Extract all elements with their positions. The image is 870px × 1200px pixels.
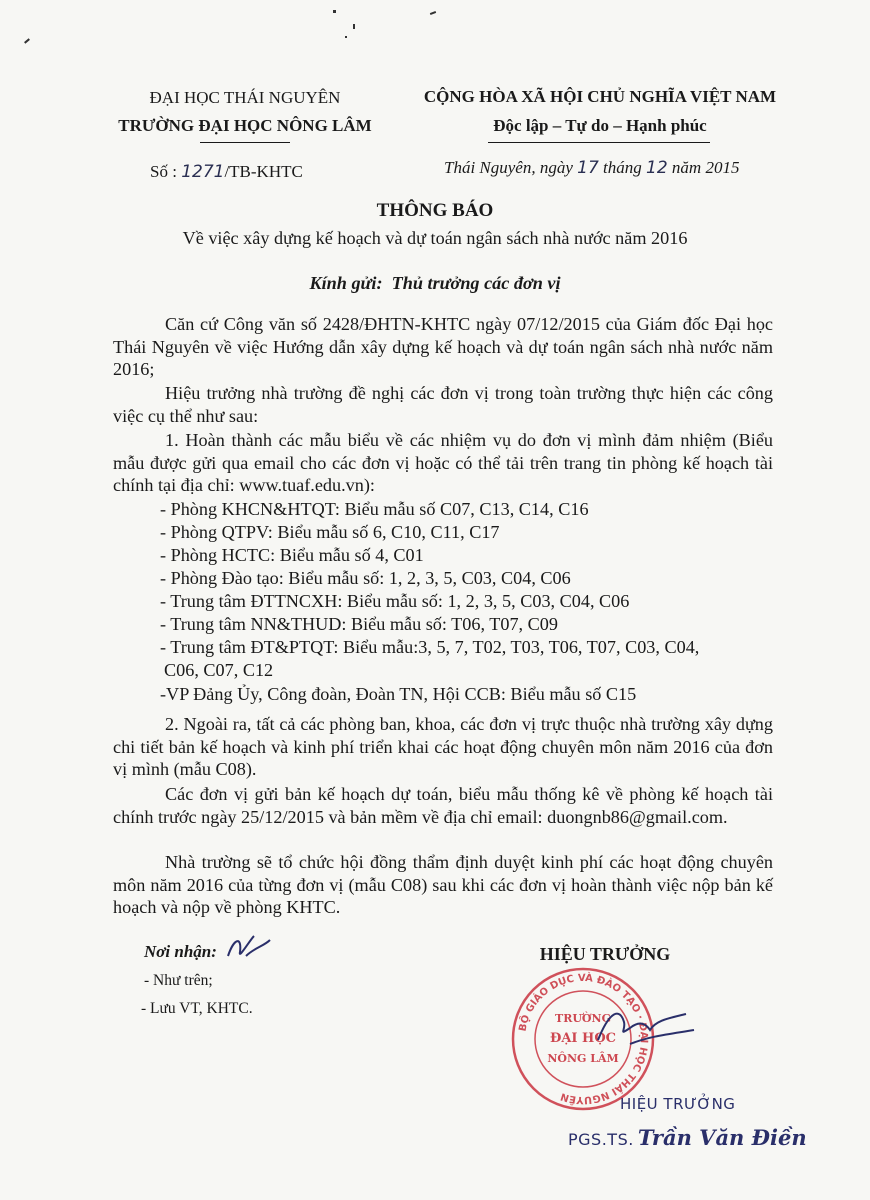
addressee — [0, 273, 870, 294]
seal-title: HIỆU TRƯỞNG — [620, 1095, 736, 1113]
recipients-label: Nơi nhận: — [144, 942, 217, 961]
addressee-label: Kính gửi: — [309, 273, 383, 293]
addressee-value: Thủ trưởng các đơn vị — [391, 273, 561, 293]
list-item: - Phòng Đào tạo: Biểu mẫu số: 1, 2, 3, 5, C03, C04, C06 — [160, 568, 571, 588]
document-title: THÔNG BÁO — [376, 200, 494, 221]
list-item: - Phòng KHCN&HTQT: Biểu mẫu số C07, C13, C14, C16 — [160, 499, 589, 519]
country-name: CỘNG HÒA XÃ HỘI CHỦ NGHĨA VIỆT NAM — [423, 87, 777, 106]
document-subject: Về việc xây dựng kế hoạch và dự toán ngân sách nhà nước năm 2016 — [182, 228, 688, 248]
scan-speck — [430, 11, 436, 15]
paragraph-item-2: 2. Ngoài ra, tất cả các phòng ban, khoa, các đơn vị trực thuộc nhà trường xây dựng chi tiết bản kế hoạch và kinh phí triển khai các hoạt động chuyên môn năm 2016 của đơn vị mình (mẫu C08). — [113, 714, 773, 779]
date-year: năm 2015 — [671, 158, 740, 177]
seal-name — [568, 1125, 807, 1150]
scan-speck — [333, 10, 336, 13]
list-item: - Trung tâm ĐTTNCXH: Biểu mẫu số: 1, 2, 3, 5, C03, C04, C06 — [160, 591, 630, 611]
stamp-line-1: TRƯỜNG — [555, 1012, 611, 1025]
motto: Độc lập – Tự do – Hạnh phúc — [493, 116, 707, 135]
stamp-outer-text: BỘ GIÁO DỤC VÀ ĐÀO TẠO · ĐẠI HỌC THÁI NGUYÊN — [517, 972, 650, 1106]
list-item: C06, C07, C12 — [164, 660, 274, 680]
motto-underline — [488, 142, 710, 143]
recipient-item: - Lưu VT, KHTC. — [141, 1000, 253, 1017]
list-item: - Trung tâm ĐT&PTQT: Biểu mẫu:3, 5, 7, T02, T03, T06, T07, C03, C04, — [160, 637, 700, 657]
signer-title: HIỆU TRƯỞNG — [539, 944, 671, 964]
handwritten-signature — [590, 1000, 700, 1060]
stamp-line-2: ĐẠI HỌC — [549, 1031, 617, 1046]
university-name: ĐẠI HỌC THÁI NGUYÊN — [149, 88, 341, 107]
school-name-underline — [200, 142, 290, 143]
paragraph-legal-basis: Căn cứ Công văn số 2428/ĐHTN-KHTC ngày 07/12/2015 của Giám đốc Đại học Thái Nguyên về việc Hướng dẫn xây dựng kế hoạch và dự toán ngân sách nhà nước năm 2016; — [113, 314, 773, 379]
scan-speck — [353, 24, 355, 29]
date-month-handwritten: 12 — [646, 158, 668, 178]
list-item: - Phòng HCTC: Biểu mẫu số 4, C01 — [160, 545, 424, 565]
handwritten-initial — [224, 930, 274, 966]
paragraph-request: Hiệu trưởng nhà trường đề nghị các đơn vị trong toàn trường thực hiện các công việc cụ thể như sau: — [113, 383, 773, 426]
document-number-handwritten: 1271 — [181, 162, 225, 182]
document-number-prefix: Số : — [150, 162, 177, 181]
paragraph-appraisal: Nhà trường sẽ tổ chức hội đồng thẩm định duyệt kinh phí các hoạt động chuyên môn năm 2016 của từng đơn vị (mẫu C08) sau khi các đơn vị hoàn thành việc nộp bản kế hoạch và nộp về phòng KHTC. — [113, 852, 773, 917]
seal-signer-name: Trần Văn Điền — [637, 1125, 807, 1150]
document-number — [150, 162, 303, 182]
date-place-text: Thái Nguyên, ngày — [444, 158, 573, 177]
list-item: -VP Đảng Ủy, Công đoàn, Đoàn TN, Hội CCB: Biểu mẫu số C15 — [160, 684, 637, 704]
seal-prefix: PGS.TS. — [568, 1130, 634, 1149]
recipient-item: - Như trên; — [144, 972, 213, 989]
list-item: - Phòng QTPV: Biểu mẫu số 6, C10, C11, C17 — [160, 522, 500, 542]
scan-speck — [24, 38, 30, 43]
document-number-suffix: /TB-KHTC — [224, 162, 303, 181]
list-item: - Trung tâm NN&THUD: Biểu mẫu số: T06, T07, C09 — [160, 614, 558, 634]
date-day-handwritten: 17 — [577, 158, 599, 178]
paragraph-deadline: Các đơn vị gửi bản kế hoạch dự toán, biểu mẫu thống kê về phòng kế hoạch tài chính trước ngày 25/12/2015 và bản mềm về địa chỉ email: duongnb86@gmail.com. — [113, 784, 773, 827]
stamp-line-3: NÔNG LÂM — [547, 1052, 619, 1065]
date-month-label: tháng — [603, 158, 642, 177]
paragraph-item-1: 1. Hoàn thành các mẫu biểu về các nhiệm vụ do đơn vị mình đảm nhiệm (Biểu mẫu được gửi qua email cho các đơn vị hoặc có thể tải trên trang tin phòng kế hoạch tài chính tại địa chỉ: www.tuaf.edu.vn): — [113, 430, 773, 495]
scan-speck — [345, 36, 347, 38]
place-date — [444, 158, 739, 178]
school-name: TRƯỜNG ĐẠI HỌC NÔNG LÂM — [118, 116, 372, 135]
